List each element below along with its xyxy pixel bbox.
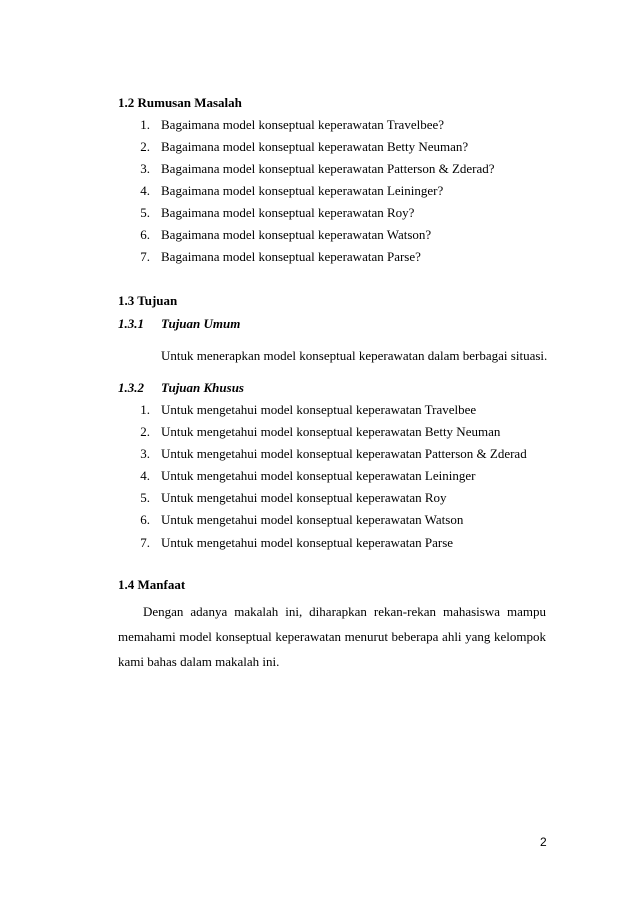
list-text: Bagaimana model konseptual keperawatan Watson? [161,227,432,242]
list-text: Bagaimana model konseptual keperawatan Patterson & Zderad? [161,161,495,176]
list-number: 4. [140,468,150,483]
subheading-number-umum: 1.3.1 [118,316,144,331]
list-number: 2. [140,139,150,154]
list-number: 7. [140,535,150,550]
heading-rumusan-masalah: 1.2 Rumusan Masalah [118,95,242,110]
subheading-number-khusus: 1.3.2 [118,380,144,395]
list-number: 6. [140,227,150,242]
list-number: 3. [140,446,150,461]
list-text: Bagaimana model konseptual keperawatan Roy? [161,205,415,220]
list-number: 4. [140,183,150,198]
list-number: 5. [140,205,150,220]
manfaat-paragraph-text: Dengan adanya makalah ini, diharapkan rekan-rekan mahasiswa mampu memahami model konseptual keperawatan menurut beberapa ahli yang kelompok kami bahas dalam makalah ini. [118,604,546,669]
list-number: 1. [140,402,150,417]
list-number: 6. [140,512,150,527]
heading-manfaat: 1.4 Manfaat [118,577,186,592]
list-text: Untuk mengetahui model konseptual keperawatan Roy [161,490,447,505]
list-text: Untuk mengetahui model konseptual keperawatan Betty Neuman [161,424,501,439]
list-number: 5. [140,490,150,505]
list-text: Bagaimana model konseptual keperawatan Travelbee? [161,117,445,132]
list-number: 7. [140,249,150,264]
tujuan-umum-text: Untuk menerapkan model konseptual keperawatan dalam berbagai situasi. [161,348,548,363]
list-text: Untuk mengetahui model konseptual keperawatan Watson [161,512,464,527]
manfaat-paragraph [118,599,546,674]
list-number: 3. [140,161,150,176]
list-number: 1. [140,117,150,132]
heading-tujuan: 1.3 Tujuan [118,293,178,308]
list-text: Bagaimana model konseptual keperawatan Betty Neuman? [161,139,469,154]
list-text: Untuk mengetahui model konseptual keperawatan Leininger [161,468,476,483]
list-text: Bagaimana model konseptual keperawatan Leininger? [161,183,444,198]
list-text: Untuk mengetahui model konseptual keperawatan Travelbee [161,402,477,417]
subheading-tujuan-khusus: Tujuan Khusus [161,380,244,395]
list-number: 2. [140,424,150,439]
subheading-tujuan-umum: Tujuan Umum [161,316,241,331]
page-number: 2 [540,835,547,849]
list-text: Bagaimana model konseptual keperawatan Parse? [161,249,421,264]
list-text: Untuk mengetahui model konseptual keperawatan Parse [161,535,454,550]
list-text: Untuk mengetahui model konseptual keperawatan Patterson & Zderad [161,446,527,461]
